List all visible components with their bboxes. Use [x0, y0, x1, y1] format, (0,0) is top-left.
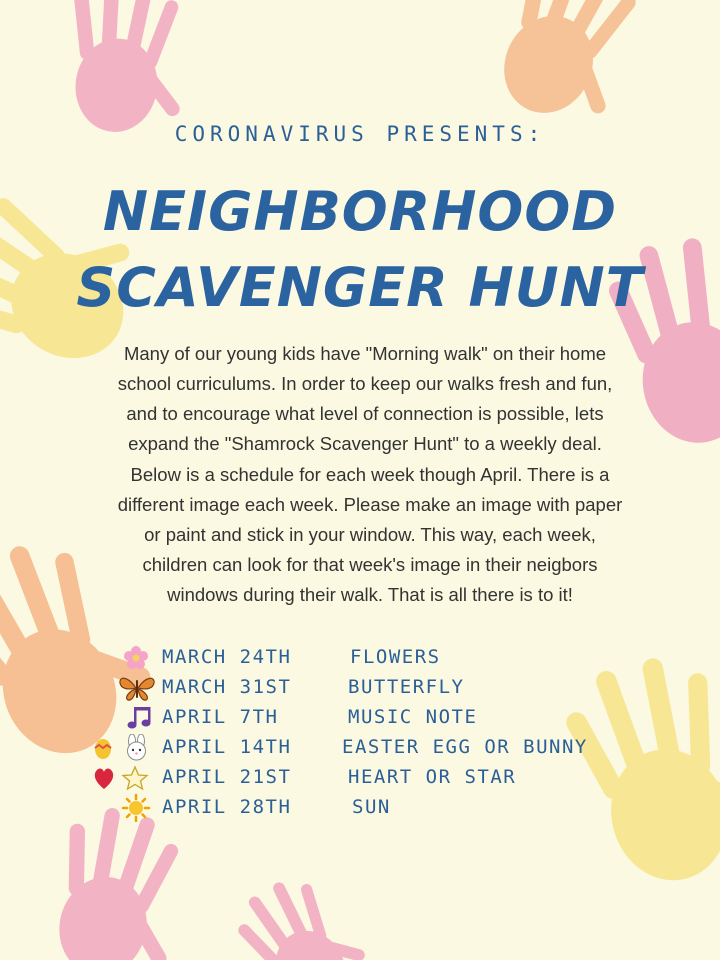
music-note-icon — [124, 704, 158, 732]
presents-heading: CORONAVIRUS PRESENTS: — [174, 122, 546, 146]
schedule-row — [0, 644, 720, 672]
schedule-date: APRIL 14TH — [162, 736, 292, 758]
schedule-date: APRIL 7TH — [162, 706, 279, 728]
details-line: windows during their walk. That is all there is to it! — [167, 584, 573, 605]
sun-icon — [118, 794, 158, 822]
details-line: children can look for that week's image in their neigbors — [142, 554, 598, 575]
schedule-item: BUTTERFLY — [348, 676, 465, 698]
details-line: Below is a schedule for each week though April. There is a — [130, 464, 610, 485]
details-line: or paint and stick in your window. This way, each week, — [144, 524, 596, 545]
schedule-date: APRIL 28TH — [162, 796, 292, 818]
schedule-date: MARCH 24TH — [162, 646, 292, 668]
intro-line: and to encourage what level of connection is possible, lets — [126, 403, 604, 424]
title-line-2: SCAVENGER HUNT — [76, 256, 644, 319]
easter-egg-icon — [92, 734, 158, 762]
intro-line: school curriculums. In order to keep our walks fresh and fun, — [117, 373, 613, 394]
intro-paragraph — [70, 339, 660, 459]
butterfly-icon — [116, 674, 158, 702]
schedule-date: MARCH 31ST — [162, 676, 292, 698]
intro-line: expand the "Shamrock Scavenger Hunt" to a weekly deal. — [128, 433, 602, 454]
intro-line: Many of our young kids have "Morning walk" on their home — [123, 343, 607, 364]
details-line: different image each week. Please make an image with paper — [117, 494, 623, 515]
schedule-row — [0, 704, 720, 732]
bunny-icon — [128, 734, 146, 760]
schedule-row — [0, 734, 720, 762]
title-line-1: NEIGHBORHOOD — [102, 180, 618, 243]
schedule-row — [0, 674, 720, 702]
schedule-item: MUSIC NOTE — [348, 706, 478, 728]
schedule-date: APRIL 21ST — [162, 766, 292, 788]
schedule-item: SUN — [352, 796, 391, 818]
details-paragraph — [80, 460, 660, 610]
schedule-item: HEART OR STAR — [348, 766, 517, 788]
schedule-row — [0, 794, 720, 822]
star-icon — [123, 767, 147, 789]
schedule-row — [0, 764, 720, 792]
schedule-item: EASTER EGG OR BUNNY — [342, 736, 588, 758]
flower-icon — [118, 644, 158, 672]
heart-icon — [92, 764, 158, 792]
schedule-item: FLOWERS — [350, 646, 441, 668]
